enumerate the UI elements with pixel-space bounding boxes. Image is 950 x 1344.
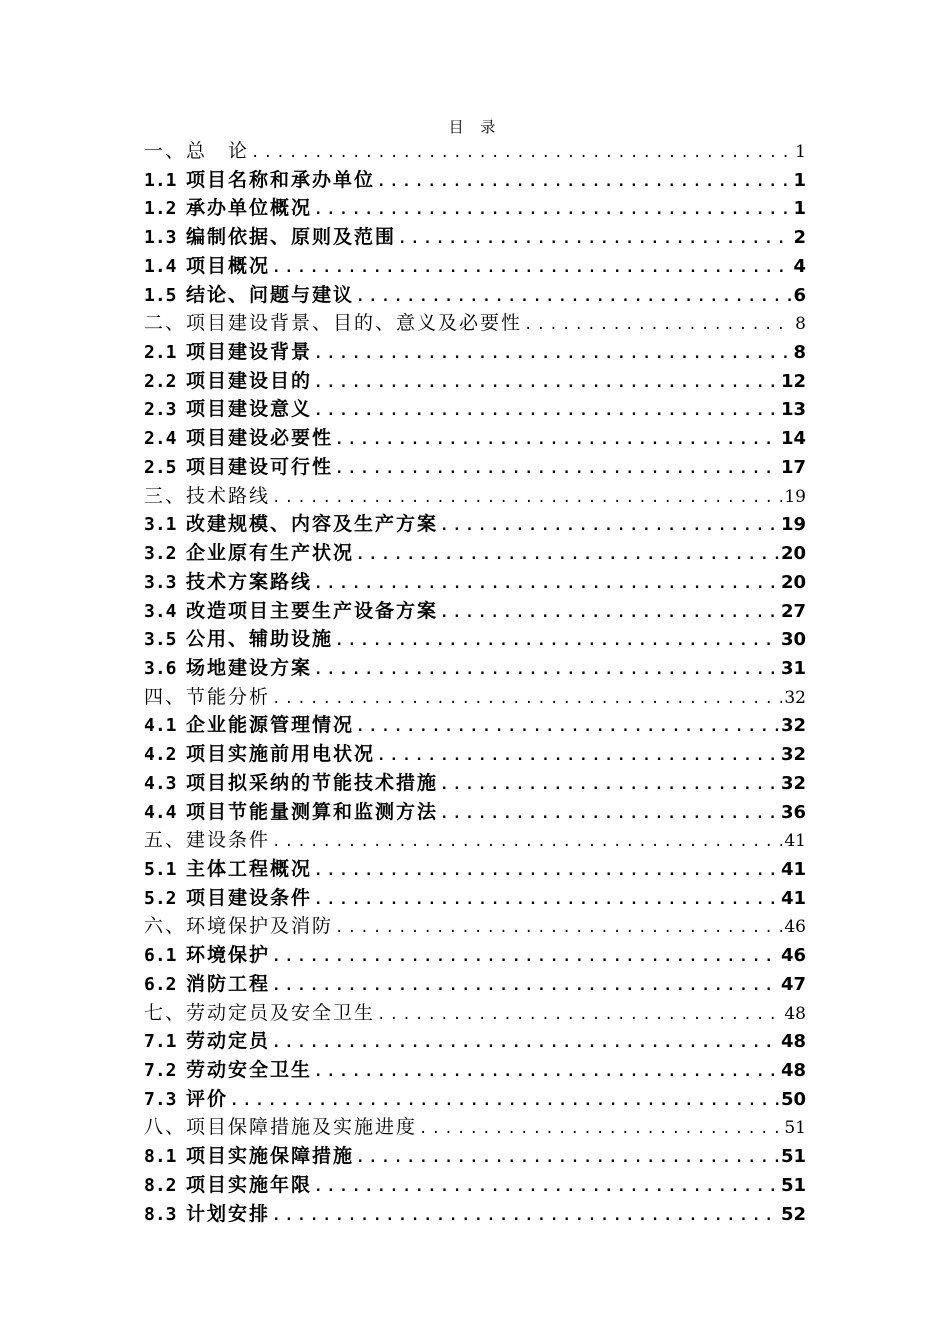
toc-entry-title: 项目实施年限 bbox=[186, 1173, 313, 1196]
toc-entry-title: 项目建设可行性 bbox=[186, 455, 334, 478]
toc-entry-title: 五、建设条件 bbox=[144, 829, 271, 852]
toc-section-entry[interactable] bbox=[144, 338, 806, 367]
toc-entry-title: 项目实施前用电状况 bbox=[186, 743, 376, 766]
toc-entry-title: 改建规模、内容及生产方案 bbox=[186, 513, 439, 536]
toc-section-entry[interactable] bbox=[144, 769, 806, 798]
toc-entry-number: 3.6 bbox=[144, 657, 177, 679]
toc-page-number: 32 bbox=[780, 715, 806, 737]
toc-entry-title: 项目拟采纳的节能技术措施 bbox=[186, 771, 439, 794]
toc-entry-number: 5.1 bbox=[144, 858, 177, 880]
toc-entry-number: 1.4 bbox=[144, 255, 177, 277]
toc-dot-leader bbox=[377, 168, 791, 195]
toc-entry-number: 7.3 bbox=[144, 1088, 177, 1110]
toc-dot-leader bbox=[314, 1058, 779, 1085]
toc-page-number: 14 bbox=[780, 428, 806, 450]
toc-chapter-entry[interactable] bbox=[144, 999, 806, 1028]
page-title: 目 录 bbox=[448, 118, 502, 136]
toc-page-number: 31 bbox=[780, 657, 806, 679]
toc-page-number: 32 bbox=[780, 744, 806, 766]
toc-chapter-entry[interactable] bbox=[144, 826, 806, 855]
toc-entry-number: 1.5 bbox=[144, 284, 177, 306]
toc-dot-leader bbox=[314, 196, 791, 223]
toc-dot-leader bbox=[272, 943, 779, 970]
toc-dot-leader bbox=[356, 283, 791, 310]
toc-entry-title: 公用、辅助设施 bbox=[186, 628, 334, 651]
toc-dot-leader bbox=[377, 742, 779, 769]
toc-entry-number: 3.4 bbox=[144, 600, 177, 622]
toc-entry-title: 项目建设目的 bbox=[186, 369, 313, 392]
toc-section-entry[interactable] bbox=[144, 970, 806, 999]
toc-entry-title: 项目建设条件 bbox=[186, 886, 313, 909]
toc-entry-title: 四、节能分析 bbox=[144, 685, 271, 708]
toc-section-entry[interactable] bbox=[144, 539, 806, 568]
toc-dot-leader bbox=[314, 340, 791, 367]
toc-dot-leader bbox=[524, 311, 792, 338]
toc-entry-number: 6.2 bbox=[144, 973, 177, 995]
toc-entry-title: 三、技术路线 bbox=[144, 484, 271, 507]
toc-entry-number: 4.1 bbox=[144, 715, 177, 737]
toc-page-number: 46 bbox=[780, 945, 806, 967]
toc-page-number: 47 bbox=[780, 973, 806, 995]
toc-entry-title: 主体工程概况 bbox=[186, 857, 313, 880]
toc-section-entry[interactable] bbox=[144, 510, 806, 539]
toc-entry-title: 技术方案路线 bbox=[186, 570, 313, 593]
toc-section-entry[interactable] bbox=[144, 1056, 806, 1085]
toc-entry-number: 3.3 bbox=[144, 571, 177, 593]
toc-dot-leader bbox=[314, 886, 779, 913]
toc-entry-number: 7.1 bbox=[144, 1031, 177, 1053]
toc-dot-leader bbox=[272, 1202, 779, 1229]
toc-section-entry[interactable] bbox=[144, 855, 806, 884]
toc-dot-leader bbox=[356, 541, 779, 568]
toc-page-number: 20 bbox=[780, 543, 806, 565]
toc-dot-leader bbox=[440, 800, 779, 827]
toc-entry-title: 项目建设必要性 bbox=[186, 427, 334, 450]
toc-section-entry[interactable] bbox=[144, 194, 806, 223]
toc-page-number: 32 bbox=[784, 687, 806, 708]
toc-entry-title: 六、环境保护及消防 bbox=[144, 915, 334, 938]
toc-entry-title: 项目建设背景 bbox=[186, 341, 313, 364]
toc-entry-title: 劳动安全卫生 bbox=[186, 1059, 313, 1081]
toc-section-entry[interactable] bbox=[144, 1027, 806, 1056]
toc-dot-leader bbox=[314, 369, 779, 396]
toc-entry-title: 八、项目保障措施及实施进度 bbox=[144, 1116, 418, 1139]
toc-entry-title: 项目建设意义 bbox=[186, 398, 313, 421]
toc-section-entry[interactable] bbox=[144, 1085, 806, 1114]
toc-dot-leader bbox=[314, 656, 779, 683]
toc-page-number: 19 bbox=[780, 514, 806, 536]
toc-section-entry[interactable] bbox=[144, 625, 806, 654]
toc-page-number: 36 bbox=[780, 801, 806, 823]
toc-section-entry[interactable] bbox=[144, 654, 806, 683]
toc-page-number: 48 bbox=[780, 1060, 806, 1081]
toc-entry-title: 评价 bbox=[186, 1087, 229, 1110]
toc-section-entry[interactable] bbox=[144, 453, 806, 482]
toc-entry-title: 结论、问题与建议 bbox=[186, 283, 355, 306]
toc-dot-leader bbox=[314, 857, 779, 884]
toc-entry-number: 4.3 bbox=[144, 772, 177, 794]
toc-entry-title: 二、项目建设背景、目的、意义及必要性 bbox=[144, 312, 523, 335]
toc-entry-title: 项目概况 bbox=[186, 254, 271, 277]
toc-entry-number: 1.2 bbox=[144, 198, 177, 220]
table-of-contents bbox=[144, 137, 806, 1228]
toc-entry-number: 6.1 bbox=[144, 945, 177, 967]
toc-page-number: 6 bbox=[793, 284, 806, 306]
toc-page-number: 19 bbox=[784, 486, 806, 507]
toc-page-number: 51 bbox=[780, 1174, 806, 1196]
toc-entry-number: 7.2 bbox=[144, 1060, 177, 1081]
toc-dot-leader bbox=[335, 455, 779, 482]
toc-dot-leader bbox=[251, 139, 792, 166]
toc-section-entry[interactable] bbox=[144, 740, 806, 769]
toc-section-entry[interactable] bbox=[144, 223, 806, 252]
toc-section-entry[interactable] bbox=[144, 395, 806, 424]
toc-page-number: 13 bbox=[780, 399, 806, 421]
toc-section-entry[interactable] bbox=[144, 281, 806, 310]
toc-dot-leader bbox=[272, 254, 791, 281]
toc-chapter-entry[interactable] bbox=[144, 482, 806, 511]
toc-entry-title: 七、劳动定员及安全卫生 bbox=[144, 1001, 376, 1024]
toc-dot-leader bbox=[356, 1144, 779, 1171]
toc-page-number: 50 bbox=[780, 1088, 806, 1110]
toc-page-number: 1 bbox=[795, 142, 806, 162]
toc-page-number: 1 bbox=[793, 169, 806, 191]
toc-section-entry[interactable] bbox=[144, 597, 806, 626]
toc-section-entry[interactable] bbox=[144, 424, 806, 453]
toc-dot-leader bbox=[335, 627, 779, 654]
toc-section-entry[interactable] bbox=[144, 884, 806, 913]
toc-dot-leader bbox=[272, 972, 779, 999]
toc-page-number: 27 bbox=[780, 600, 806, 622]
toc-entry-number: 8.3 bbox=[144, 1203, 177, 1225]
toc-page-number: 48 bbox=[784, 1003, 806, 1024]
toc-dot-leader bbox=[272, 828, 782, 855]
toc-chapter-entry[interactable] bbox=[144, 137, 806, 166]
toc-page-number: 17 bbox=[780, 456, 806, 478]
toc-entry-number: 8.1 bbox=[144, 1146, 177, 1168]
toc-entry-number: 2.3 bbox=[144, 399, 177, 421]
toc-dot-leader bbox=[335, 914, 782, 941]
toc-page-number: 30 bbox=[780, 629, 806, 651]
toc-section-entry[interactable] bbox=[144, 1142, 806, 1171]
toc-chapter-entry[interactable] bbox=[144, 683, 806, 712]
toc-dot-leader bbox=[314, 570, 779, 597]
toc-page-number: 48 bbox=[780, 1031, 806, 1053]
toc-page-number: 41 bbox=[780, 858, 806, 880]
toc-entry-title: 一、总 论 bbox=[144, 140, 250, 162]
toc-entry-number: 2.1 bbox=[144, 342, 177, 364]
toc-section-entry[interactable] bbox=[144, 798, 806, 827]
toc-page-number: 41 bbox=[784, 831, 806, 852]
toc-entry-number: 1.1 bbox=[144, 169, 177, 191]
toc-dot-leader bbox=[440, 771, 779, 798]
toc-section-entry[interactable] bbox=[144, 367, 806, 396]
toc-entry-title: 消防工程 bbox=[186, 972, 271, 995]
toc-entry-number: 2.2 bbox=[144, 370, 177, 392]
toc-entry-title: 环境保护 bbox=[186, 944, 271, 967]
toc-section-entry[interactable] bbox=[144, 252, 806, 281]
toc-dot-leader bbox=[356, 713, 779, 740]
toc-entry-number: 1.3 bbox=[144, 227, 177, 249]
toc-entry-title: 企业能源管理情况 bbox=[186, 714, 355, 737]
toc-page-number: 8 bbox=[793, 342, 806, 364]
toc-dot-leader bbox=[314, 397, 779, 424]
toc-section-entry[interactable] bbox=[144, 1200, 806, 1229]
toc-page-number: 51 bbox=[780, 1146, 806, 1168]
toc-section-entry[interactable] bbox=[144, 941, 806, 970]
toc-dot-leader bbox=[230, 1087, 779, 1114]
toc-entry-title: 编制依据、原则及范围 bbox=[186, 226, 397, 249]
toc-section-entry[interactable] bbox=[144, 568, 806, 597]
toc-chapter-entry[interactable] bbox=[144, 1113, 806, 1142]
toc-entry-number: 2.5 bbox=[144, 456, 177, 478]
toc-dot-leader bbox=[272, 685, 782, 712]
toc-dot-leader bbox=[314, 1173, 779, 1200]
toc-entry-number: 4.4 bbox=[144, 801, 177, 823]
toc-page-number: 1 bbox=[793, 198, 806, 220]
toc-page-number: 8 bbox=[795, 314, 806, 335]
toc-section-entry[interactable] bbox=[144, 166, 806, 195]
toc-entry-title: 承办单位概况 bbox=[186, 197, 313, 220]
toc-entry-number: 3.2 bbox=[144, 543, 177, 565]
toc-dot-leader bbox=[272, 1029, 779, 1056]
toc-entry-title: 场地建设方案 bbox=[186, 656, 313, 679]
toc-page-number: 20 bbox=[780, 571, 806, 593]
toc-entry-number: 5.2 bbox=[144, 887, 177, 909]
toc-dot-leader bbox=[377, 1001, 782, 1028]
toc-chapter-entry[interactable] bbox=[144, 309, 806, 338]
toc-page-number: 32 bbox=[780, 772, 806, 794]
toc-entry-number: 4.2 bbox=[144, 744, 177, 766]
toc-entry-title: 项目实施保障措施 bbox=[186, 1145, 355, 1168]
toc-entry-number: 8.2 bbox=[144, 1174, 177, 1196]
toc-page-number: 12 bbox=[780, 370, 806, 392]
toc-entry-number: 2.4 bbox=[144, 428, 177, 450]
toc-page-number: 2 bbox=[793, 227, 806, 249]
toc-entry-title: 改造项目主要生产设备方案 bbox=[186, 599, 439, 622]
toc-section-entry[interactable] bbox=[144, 1171, 806, 1200]
toc-dot-leader bbox=[419, 1115, 782, 1142]
toc-entry-title: 企业原有生产状况 bbox=[186, 542, 355, 565]
toc-dot-leader bbox=[272, 484, 782, 511]
toc-entry-title: 劳动定员 bbox=[186, 1030, 271, 1053]
toc-section-entry[interactable] bbox=[144, 711, 806, 740]
toc-chapter-entry[interactable] bbox=[144, 912, 806, 941]
toc-page-number: 52 bbox=[780, 1203, 806, 1225]
toc-dot-leader bbox=[398, 225, 791, 252]
toc-entry-title: 计划安排 bbox=[186, 1202, 271, 1225]
toc-page-number: 41 bbox=[780, 887, 806, 909]
toc-entry-number: 3.1 bbox=[144, 514, 177, 536]
toc-dot-leader bbox=[440, 599, 779, 626]
toc-entry-title: 项目节能量测算和监测方法 bbox=[186, 800, 439, 823]
toc-dot-leader bbox=[335, 426, 779, 453]
toc-page-number: 51 bbox=[784, 1118, 806, 1139]
toc-page-number: 46 bbox=[784, 917, 806, 938]
toc-dot-leader bbox=[440, 512, 779, 539]
toc-page-number: 4 bbox=[793, 255, 806, 277]
toc-entry-title: 项目名称和承办单位 bbox=[186, 168, 376, 191]
toc-entry-number: 3.5 bbox=[144, 629, 177, 651]
